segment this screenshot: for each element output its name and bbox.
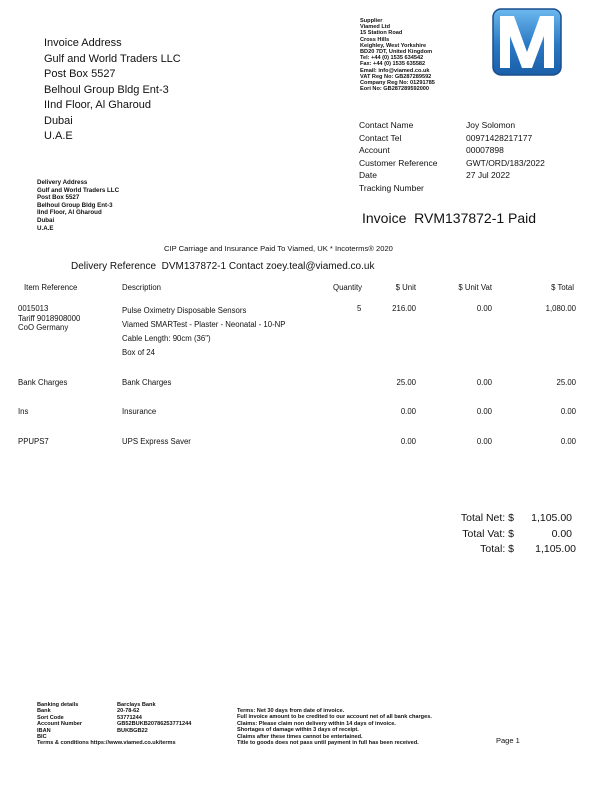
item-total: 1,080.00 xyxy=(545,304,576,313)
page-number: Page 1 xyxy=(496,736,520,745)
invoice-address-line: Gulf and World Traders LLC xyxy=(44,52,181,65)
banking-value: 53771244 xyxy=(117,714,142,721)
viamed-v-logo-icon xyxy=(492,8,562,76)
desc-line: Pulse Oximetry Disposable Sensors xyxy=(122,306,247,315)
terms-line: Terms: Net 30 days from date of invoice. xyxy=(237,708,345,714)
item-unit-vat: 0.00 xyxy=(476,378,492,387)
terms-line: Full invoice amount to be credited to our account net of all bank charges. xyxy=(237,714,432,721)
terms-line: Shortages of damage within 3 days of receipt. xyxy=(237,727,359,734)
contact-label: Contact Tel xyxy=(359,132,402,143)
total-net-label: Total Net: $ xyxy=(460,512,514,524)
item-unit: 0.00 xyxy=(400,407,416,416)
banking-values xyxy=(117,702,191,734)
supplier-line: Fax: +44 (0) 1535 635582 xyxy=(360,61,426,68)
contact-row xyxy=(359,144,545,157)
total-label: Total: $ xyxy=(480,543,514,555)
banking-value: Barclays Bank xyxy=(117,702,156,708)
contact-label: Customer Reference xyxy=(359,157,438,168)
item-reference xyxy=(18,304,80,333)
contact-row xyxy=(359,157,545,170)
item-description: UPS Express Saver xyxy=(122,437,191,446)
item-description xyxy=(122,304,286,360)
supplier-line: Keighley, West Yorkshire xyxy=(360,42,427,49)
col-header-total: $ Total xyxy=(551,283,574,292)
invoice-address-line: IInd Floor, Al Gharoud xyxy=(44,99,152,111)
desc-line: Viamed SMARTest - Plaster - Neonatal - 10-NP xyxy=(122,320,286,329)
desc-line: Box of 24 xyxy=(122,348,155,357)
delivery-address-line: Post Box 5527 xyxy=(37,194,80,202)
item-unit-vat: 0.00 xyxy=(476,304,492,313)
contact-value: 27 Jul 2022 xyxy=(466,170,510,180)
invoice-address-line: Dubai xyxy=(44,114,73,127)
banking-label: Sort Code xyxy=(37,714,64,721)
delivery-address-line: Gulf and World Traders LLC xyxy=(37,186,120,194)
delivery-reference: Delivery Reference DVM137872-1 Contact zoey.teal@viamed.co.uk xyxy=(71,261,375,272)
contact-value: GWT/ORD/183/2022 xyxy=(466,157,545,168)
contact-details xyxy=(359,119,545,194)
item-unit-vat: 0.00 xyxy=(476,437,492,446)
item-ref-line: Tariff 9018908000 xyxy=(18,313,81,323)
invoice-address-heading: Invoice Address xyxy=(44,37,122,49)
item-ref-line: CoO Germany xyxy=(18,323,69,332)
delivery-address-line: Belhoul Group Bldg Ent-3 xyxy=(37,201,113,209)
supplier-heading: Supplier xyxy=(360,18,383,24)
banking-label: BIC xyxy=(37,734,47,741)
col-header-unit: $ Unit xyxy=(395,283,416,292)
terms-line: Title to goods does not pass until payment in full has been received. xyxy=(237,740,419,747)
item-reference: Bank Charges xyxy=(18,378,68,387)
contact-label: Contact Name xyxy=(359,120,414,130)
invoice-address-line: Post Box 5527 xyxy=(44,68,116,80)
supplier-line: VAT Reg No: GB287289592 xyxy=(360,73,432,80)
supplier-line: Viamed Ltd xyxy=(360,24,391,31)
terms-link[interactable]: Terms & conditions https://www.viamed.co.uk/terms xyxy=(37,740,176,747)
item-description: Bank Charges xyxy=(122,378,172,387)
total-net-value: 1,105.00 xyxy=(531,512,572,524)
item-unit: 0.00 xyxy=(400,437,416,446)
item-unit-vat: 0.00 xyxy=(476,407,492,416)
total-vat-label: Total Vat: $ xyxy=(462,528,514,540)
payment-terms xyxy=(237,708,432,746)
contact-label: Tracking Number xyxy=(359,182,424,193)
item-quantity: 5 xyxy=(357,304,362,313)
item-ref-line: 0015013 xyxy=(18,304,49,313)
supplier-line: Email: info@viamed.co.uk xyxy=(360,67,430,74)
contact-row xyxy=(359,182,545,195)
supplier-line: Eori No: GB287289592000 xyxy=(360,86,430,93)
contact-value: 00007898 xyxy=(466,145,504,155)
col-header-item-ref: Item Reference xyxy=(24,283,78,292)
delivery-address-heading: Delivery Address xyxy=(37,179,88,186)
incoterms-line: CIP Carriage and Insurance Paid To Viamed, UK * Incoterms® 2020 xyxy=(164,244,393,253)
contact-label: Date xyxy=(359,170,377,180)
item-unit: 25.00 xyxy=(396,378,416,387)
delivery-address xyxy=(37,179,119,232)
supplier-line: 15 Station Road xyxy=(360,30,403,37)
desc-line: Cable Length: 90cm (36") xyxy=(122,334,211,343)
item-total: 0.00 xyxy=(560,407,576,416)
col-header-description: Description xyxy=(122,283,161,292)
contact-value: 00971428217177 xyxy=(466,132,533,143)
banking-value: 20-78-62 xyxy=(117,708,140,715)
delivery-address-line: U.A.E xyxy=(37,224,54,232)
contact-label: Account xyxy=(359,145,390,155)
item-reference: Ins xyxy=(18,407,29,416)
invoice-address-line: U.A.E xyxy=(44,130,73,142)
banking-heading: Banking details xyxy=(37,702,79,708)
supplier-line: BD20 7DT, United Kingdom xyxy=(360,49,433,56)
col-header-unit-vat: $ Unit Vat xyxy=(458,283,492,292)
total-vat-value: 0.00 xyxy=(551,528,572,540)
item-total: 25.00 xyxy=(556,378,576,387)
supplier-block xyxy=(360,18,435,92)
banking-label: IBAN xyxy=(37,727,51,734)
item-description: Insurance xyxy=(122,407,157,416)
banking-value: BUKBGB22 xyxy=(117,727,148,734)
supplier-line: Company Reg No: 01291785 xyxy=(360,80,435,87)
supplier-line: Cross Hills xyxy=(360,36,390,43)
invoice-title: Invoice RVM137872-1 Paid xyxy=(362,210,537,226)
contact-row xyxy=(359,132,545,145)
item-unit: 216.00 xyxy=(392,304,416,313)
item-reference: PPUPS7 xyxy=(18,437,49,446)
total-value: 1,105.00 xyxy=(535,543,576,555)
contact-value: Joy Solomon xyxy=(466,120,516,130)
col-header-quantity: Quantity xyxy=(333,283,363,292)
item-total: 0.00 xyxy=(560,437,576,446)
terms-line: Claims after these times cannot be entertained. xyxy=(237,733,363,740)
contact-row xyxy=(359,119,545,132)
delivery-address-line: Dubai xyxy=(37,216,55,224)
banking-label: Bank xyxy=(37,708,51,715)
invoice-address-line: Belhoul Group Bldg Ent-3 xyxy=(44,83,169,96)
banking-value: GB52BUKB20786253771244 xyxy=(117,721,192,728)
delivery-address-line: IInd Floor, Al Gharoud xyxy=(37,209,102,217)
supplier-line: Tel: +44 (0) 1535 634542 xyxy=(360,55,424,62)
banking-label: Account Number xyxy=(37,721,83,728)
invoice-address xyxy=(44,36,181,145)
terms-line: Claims: Please claim non delivery within 14 days of invoice. xyxy=(237,720,396,727)
contact-row xyxy=(359,169,545,182)
